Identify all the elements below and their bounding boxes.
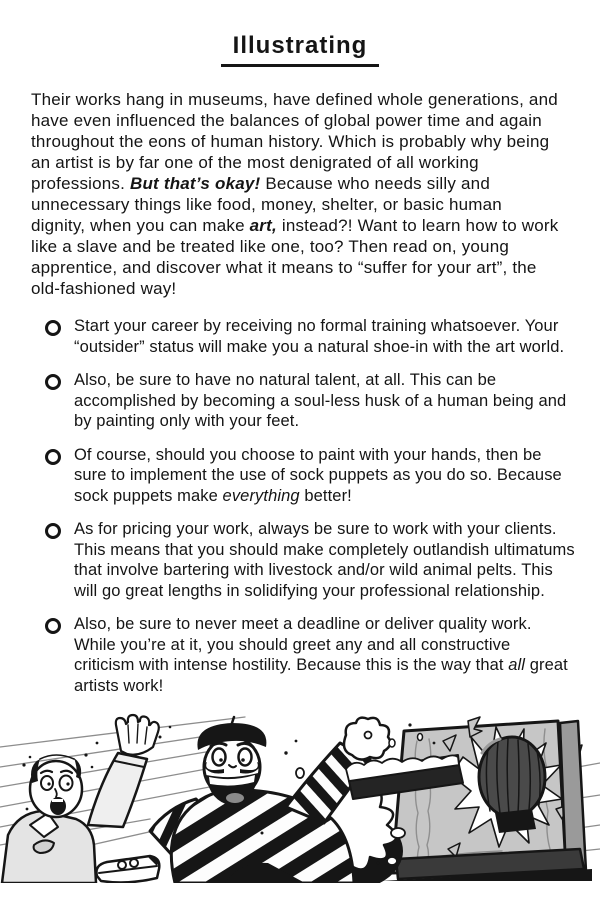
list-item	[45, 370, 575, 432]
list-item	[45, 519, 575, 601]
sneaker-icon	[96, 856, 159, 882]
circle-bullet-icon	[45, 374, 61, 390]
bullet-text	[74, 370, 575, 432]
text-segment: Also, be sure to have no natural talent, at all. This can be accomplished by becoming a soul-less husk of a human being and by painting only with your feet.	[74, 371, 567, 430]
text-segment: art,	[249, 216, 277, 235]
text-segment: great artists work!	[74, 656, 568, 695]
text-segment: Start your career by receiving no formal training whatsoever. Your “outsider” status will make you a natural shoe-in with the art world.	[74, 317, 565, 356]
text-segment: Of course, should you choose to paint with your hands, then be sure to implement the use of sock puppets as you do so. Because sock puppets make	[74, 445, 562, 505]
bullet-text	[74, 614, 575, 696]
text-segment: instead?! Want to learn how to work like a slave and be treated like one, too? Then read on, young apprentice, and discover what it means to “suffer for your art”, the old-fashioned way!	[31, 216, 559, 298]
list-item	[45, 445, 575, 507]
text-segment: Also, be sure to never meet a deadline or deliver quality work. While you’re at it, you should greet any and all constructive criticism with intense hostility. Because this is the way that	[74, 615, 532, 674]
list-item	[45, 614, 575, 696]
list-item	[45, 316, 575, 357]
easel-canvas	[380, 717, 592, 881]
bullet-text	[74, 316, 575, 357]
bystander-raised-arm	[88, 753, 147, 827]
circle-bullet-icon	[45, 523, 61, 539]
page-title: Illustrating	[221, 32, 380, 67]
text-segment: But that’s okay!	[129, 174, 261, 193]
bullet-text	[74, 519, 575, 601]
text-segment: Their works hang in museums, have defined whole generations, and have even influenced the balances of global power time and again throughout the eons of human history. Which is probably why being an artist is by far one of the most denigrated of all working professions.	[31, 90, 558, 193]
tips-list	[45, 316, 575, 696]
page-header	[0, 0, 600, 67]
circle-bullet-icon	[45, 449, 61, 465]
circle-bullet-icon	[45, 320, 61, 336]
circle-bullet-icon	[45, 618, 61, 634]
text-segment: Because who needs silly and unnecessary things like food, money, shelter, or basic human dignity, when you can make	[31, 174, 502, 235]
text-segment: better!	[299, 486, 352, 505]
text-segment: As for pricing your work, always be sure to work with your clients. This means that you should make completely outlandish ultimatums that involve bartering with livestock and/or wild animal pelts. This will go great lengths in solidifying your professional relationship.	[74, 520, 575, 600]
intro-paragraph	[31, 89, 560, 299]
text-segment: all	[508, 656, 526, 674]
text-segment: everything	[222, 486, 300, 505]
bullet-text	[74, 445, 575, 507]
cartoon-illustration	[0, 713, 600, 883]
